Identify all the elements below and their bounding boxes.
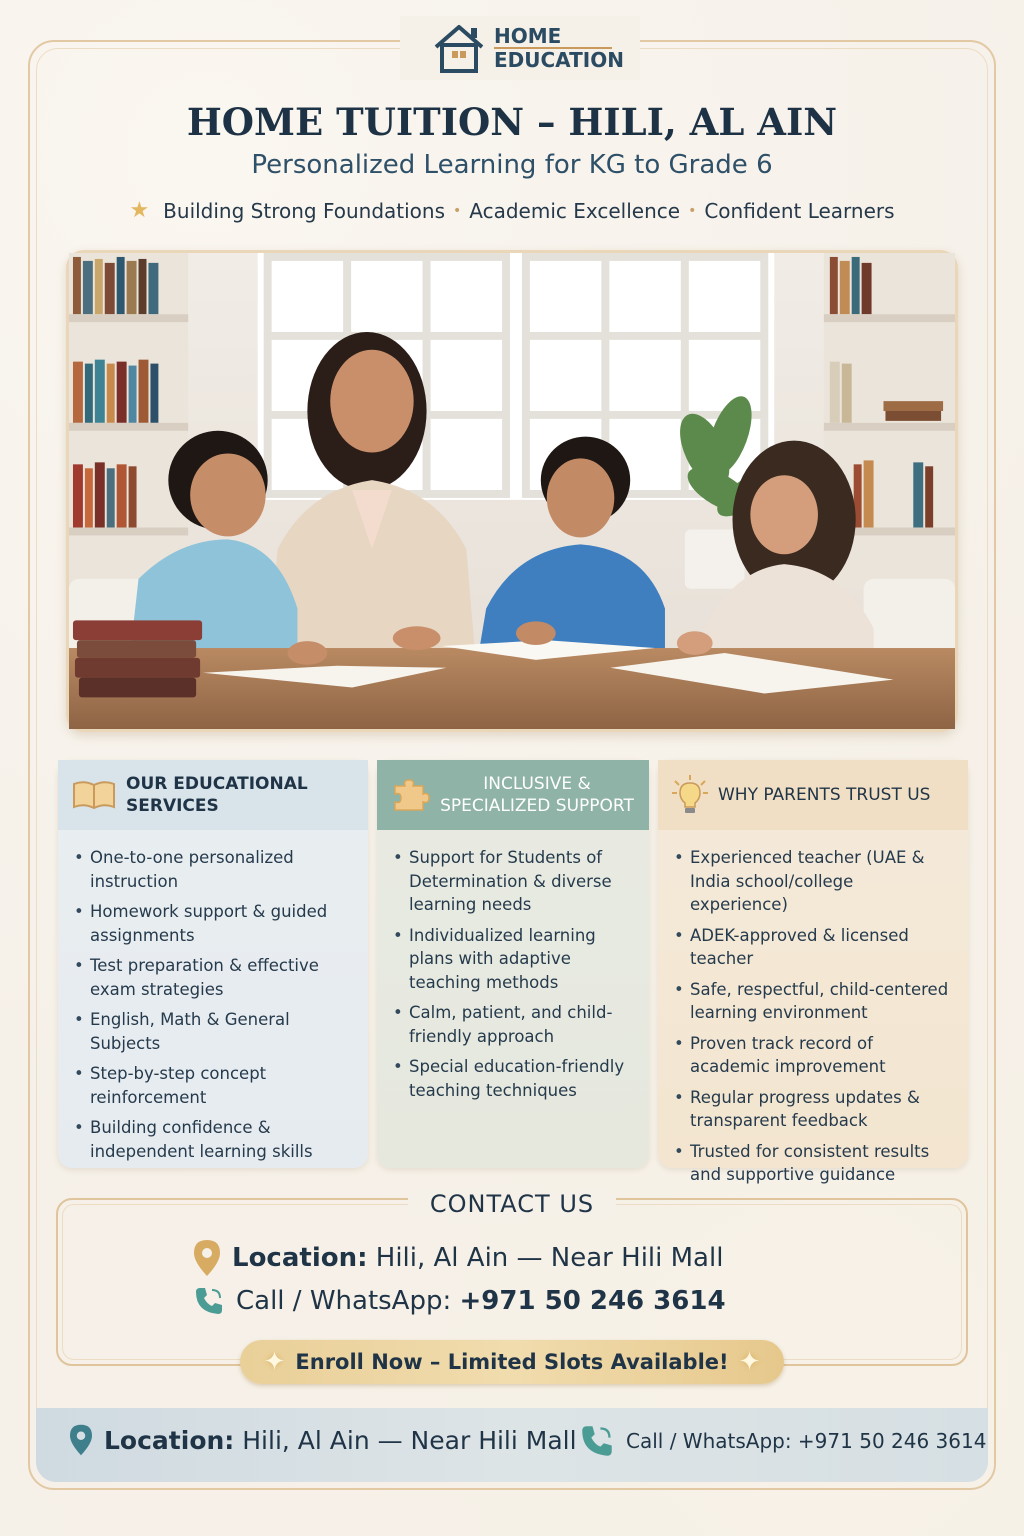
footer-call-text: Call / WhatsApp: +971 50 246 3614 (626, 1429, 987, 1453)
call-value: +971 50 246 3614 (459, 1286, 726, 1316)
footer-location-value: Hili, Al Ain — Near Hili Mall (242, 1425, 577, 1455)
trust-card-title: WHY PARENTS TRUST US (718, 785, 931, 805)
enroll-banner[interactable] (240, 1340, 784, 1384)
list-item: • English, Math & General Subjects (74, 1008, 356, 1055)
star-icon: ★ (129, 198, 150, 223)
brand-line-2: EDUCATION (494, 48, 624, 72)
tagline (0, 198, 1024, 223)
location-value: Hili, Al Ain — Near Hili Mall (375, 1243, 724, 1273)
list-item: • Trusted for consistent results and supportive guidance (674, 1140, 956, 1187)
page-subtitle: Personalized Learning for KG to Grade 6 (251, 150, 773, 180)
contact-phone[interactable] (194, 1286, 726, 1316)
contact-box-inner-border (62, 1204, 962, 1360)
location-label: Location: (232, 1243, 368, 1273)
list-item: • Individualized learning plans with adaptive teaching methods (393, 924, 637, 995)
house-logo-icon (430, 19, 488, 77)
support-list (377, 830, 649, 1102)
contact-title: CONTACT US (408, 1190, 616, 1218)
list-item: • One-to-one personalized instruction (74, 846, 356, 893)
list-item: • Special education-friendly teaching techniques (393, 1055, 637, 1102)
footer-location-label: Location: (104, 1425, 235, 1455)
dot-separator: • (688, 202, 697, 219)
services-list (58, 830, 368, 1163)
contact-location (194, 1240, 723, 1276)
support-card-header (377, 760, 649, 830)
trust-list (658, 830, 968, 1187)
list-item: • Regular progress updates & transparent feedback (674, 1086, 956, 1133)
list-item: • ADEK-approved & licensed teacher (674, 924, 956, 971)
services-card-title: OUR EDUCATIONAL SERVICES (126, 774, 308, 816)
location-pin-icon (70, 1424, 92, 1456)
list-item: • Safe, respectful, child-centered learning environment (674, 978, 956, 1025)
support-card-title-line-2: SPECIALIZED SUPPORT (440, 796, 634, 816)
lightbulb-icon (672, 775, 708, 815)
classroom-photo (66, 250, 958, 732)
tagline-item: Academic Excellence (469, 198, 681, 223)
tagline-item: Building Strong Foundations (163, 198, 446, 223)
footer-phone[interactable] (580, 1424, 986, 1458)
list-item: • Proven track record of academic improvement (674, 1032, 956, 1079)
list-item: • Support for Students of Determination & diverse learning needs (393, 846, 637, 917)
list-item: • Test preparation & effective exam strategies (74, 954, 356, 1001)
services-card (58, 760, 368, 1168)
page-title: HOME TUITION – HILI, AL AIN (186, 100, 838, 144)
location-pin-icon (194, 1240, 220, 1276)
call-label: Call / WhatsApp: (236, 1286, 452, 1316)
trust-card (658, 760, 968, 1184)
phone-icon (194, 1286, 224, 1316)
list-item: • Homework support & guided assignments (74, 900, 356, 947)
list-item: • Step-by-step concept reinforcement (74, 1062, 356, 1109)
dot-separator: • (453, 202, 462, 219)
list-item: • Building confidence & independent learning skills (74, 1116, 356, 1163)
enroll-text: Enroll Now – Limited Slots Available! (295, 1350, 729, 1374)
phone-icon (580, 1424, 614, 1458)
brand-logo (400, 16, 640, 80)
services-card-header (58, 760, 368, 830)
list-item: • Experienced teacher (UAE & India school/college experience) (674, 846, 956, 917)
footer-location (70, 1424, 577, 1456)
sparkle-icon: ✦ (263, 1347, 286, 1377)
sparkle-icon: ✦ (738, 1347, 761, 1377)
list-item: • Calm, patient, and child-friendly approach (393, 1001, 637, 1048)
trust-card-header (658, 760, 968, 830)
brand-line-1: HOME (494, 25, 612, 49)
puzzle-piece-icon (391, 776, 429, 814)
support-card (377, 760, 649, 1168)
tagline-item: Confident Learners (704, 198, 895, 223)
tutoring-scene-illustration (69, 253, 955, 729)
open-book-icon (72, 780, 116, 810)
support-card-title-line-1: INCLUSIVE & (483, 774, 591, 794)
